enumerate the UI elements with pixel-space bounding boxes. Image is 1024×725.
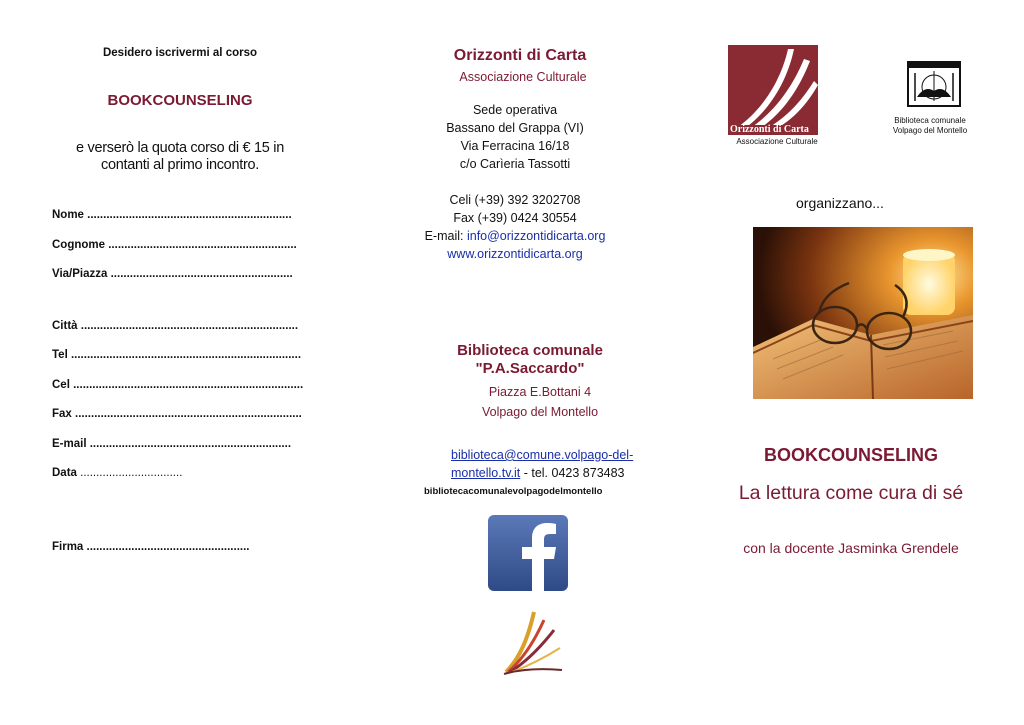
form-field-line: ...............................................................: [89, 438, 292, 450]
library-email-link-cont[interactable]: montello.tv.it: [451, 466, 521, 480]
form-field-label: Tel: [52, 349, 68, 361]
form-field-fax[interactable]: [52, 408, 302, 420]
library-logo-caption-1: Biblioteca comunale: [894, 116, 966, 125]
form-field-line: ...........................................................: [108, 239, 297, 251]
email-row: [395, 227, 635, 245]
form-field-label: Fax: [52, 408, 72, 420]
form-field-line: .......................................................................: [75, 408, 302, 420]
library-title: [410, 342, 650, 378]
form-field-label: Cel: [52, 379, 70, 391]
library-title-line-2: "P.A.Saccardo": [475, 360, 585, 377]
enrollment-intro: Desidero iscrivermi al corso: [102, 47, 258, 59]
form-field-citta[interactable]: [52, 320, 298, 332]
orizzonti-logo: [728, 45, 818, 135]
library-tel: - tel. 0423 873483: [520, 466, 625, 480]
form-field-cognome[interactable]: [52, 239, 297, 251]
contacts-block: [395, 191, 635, 263]
address-block: [395, 101, 635, 173]
enrollment-course-title: BOOKCOUNSELING: [107, 92, 253, 109]
event-teacher: con la docente Jasminka Grendele: [743, 540, 959, 556]
form-field-line: ...................................................: [86, 541, 250, 553]
form-field-label: Città: [52, 320, 78, 332]
pages-logo-icon: [498, 608, 564, 678]
form-field-data[interactable]: [52, 467, 182, 479]
form-field-label: Firma: [52, 541, 84, 553]
facebook-icon[interactable]: [488, 515, 568, 591]
library-address: [420, 382, 660, 422]
library-address-line-2: Volpago del Montello: [481, 405, 599, 419]
form-field-line: ........................................................................: [73, 379, 304, 391]
address-title: Sede operativa: [472, 103, 558, 117]
library-logo-caption: [880, 116, 980, 136]
fee-text: [40, 140, 320, 174]
form-field-line: ....................................................................: [80, 320, 299, 332]
fax-text: Fax (+39) 0424 30554: [453, 211, 577, 225]
website-link[interactable]: www.orizzontidicarta.org: [447, 247, 583, 261]
form-field-cel[interactable]: [52, 379, 303, 391]
form-field-line: .........................................................: [110, 268, 293, 280]
library-title-line-1: Biblioteca comunale: [457, 342, 603, 359]
event-subtitle: La lettura come cura di sé: [738, 482, 964, 504]
form-field-nome[interactable]: [52, 209, 292, 221]
email-label: E-mail:: [424, 229, 464, 243]
form-field-label: Data: [52, 467, 77, 479]
form-field-via[interactable]: [52, 268, 293, 280]
email-link[interactable]: info@orizzontidicarta.org: [466, 229, 606, 243]
form-field-firma[interactable]: [52, 541, 249, 553]
organize-text: organizzano...: [796, 195, 884, 211]
form-field-email[interactable]: [52, 438, 291, 450]
library-address-line-1: Piazza E.Bottani 4: [488, 385, 592, 399]
address-line: Bassano del Grappa (VI): [446, 121, 584, 135]
form-field-line: ........................................................................: [70, 349, 302, 361]
form-field-label: Via/Piazza: [52, 268, 108, 280]
org-type: Associazione Culturale: [459, 70, 587, 84]
library-contact: [451, 446, 633, 482]
address-line: c/o Carìeria Tassotti: [459, 157, 571, 171]
form-field-label: E-mail: [52, 438, 87, 450]
form-field-label: Nome: [52, 209, 84, 221]
orizzonti-logo-text: Orizzonti di Carta: [730, 124, 809, 135]
phone-text: Celi (+39) 392 3202708: [449, 193, 581, 207]
form-field-label: Cognome: [52, 239, 106, 251]
book-glasses-image: [753, 227, 973, 399]
library-email-link[interactable]: biblioteca@comune.volpago-del-: [451, 448, 634, 462]
form-field-line: ................................................................: [87, 209, 292, 221]
fee-line-1: e verserò la quota corso di € 15 in: [76, 140, 284, 156]
fee-line-2: contanti al primo incontro.: [101, 157, 259, 173]
event-title: BOOKCOUNSELING: [763, 445, 938, 465]
form-field-tel[interactable]: [52, 349, 301, 361]
address-line: Via Ferracina 16/18: [460, 139, 570, 153]
library-logo-icon: [907, 61, 961, 109]
orizzonti-logo-caption: Associazione Culturale: [736, 137, 818, 146]
library-logo-caption-2: Volpago del Montello: [892, 126, 968, 135]
org-name: Orizzonti di Carta: [453, 47, 587, 64]
facebook-handle: bibliotecacomunalevolpagodelmontello: [424, 486, 603, 497]
form-field-line: ................................: [80, 467, 183, 479]
